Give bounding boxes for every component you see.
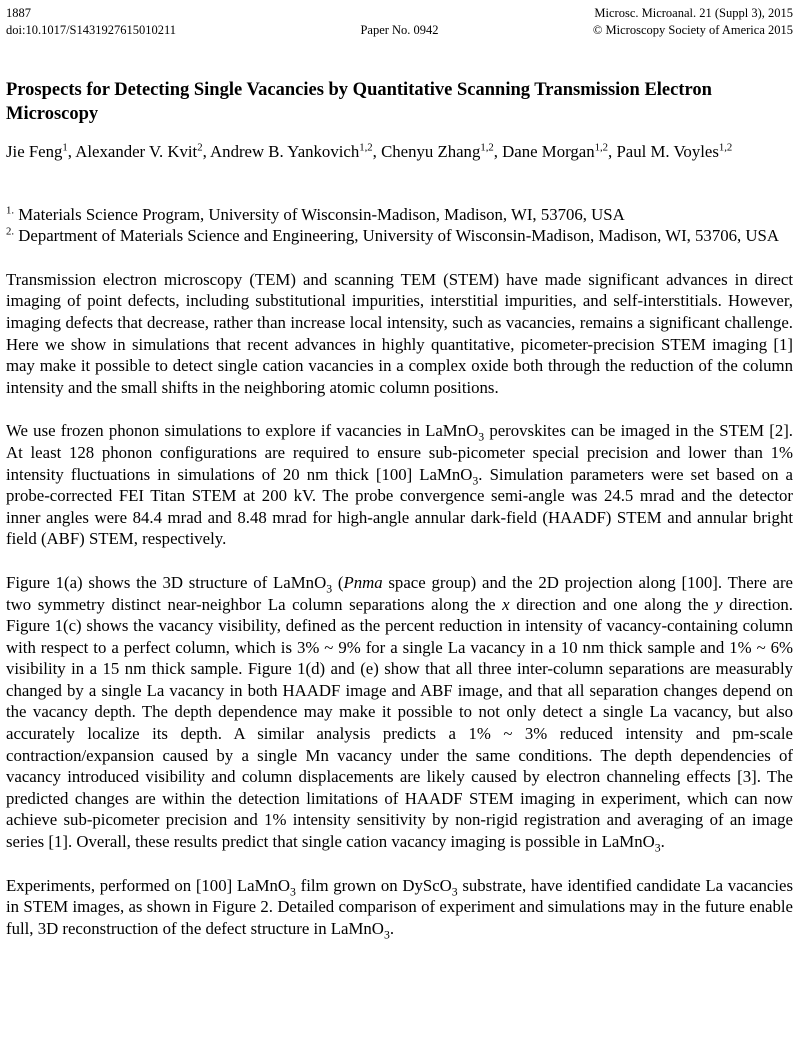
body-paragraph-3: Figure 1(a) shows the 3D structure of LaMnO$_3$ (Pnma space group) and the 2D projection along [100]. There are two symmetry distinct near-neighbor La column separations along the x direction and one along the y direction. Figure 1(c) shows the vacancy visibility, defined as the percent reduction in intensity of vacancy-containing column with respect to a perfect column, which is 3% ~ 9% for a single La vacancy in a 10 nm thick sample and 1% ~ 6% visibility in a 15 nm thick sample. Figure 1(d) and (e) show that all three inter-column separations are measurably changed by a single La vacancy in both HAADF image and ABF image, and that all separation changes depend on the vacancy depth. The depth dependence may make it possible to not only detect a single La vacancy, but also accurately localize its depth. A similar analysis predicts a 1% ~ 3% reduced intensity and pm-scale contraction/expansion caused by a single Mn vacancy under the same conditions. The depth dependencies of vacancy introduced visibility and column displacements are likely caused by electron channeling effects [3]. The predicted changes are within the detection limitations of HAADF STEM imaging in experiment, which can now achieve sub-picometer precision and 1% intensity sensitivity by non-rigid registration and averaging of an image series [1]. Overall, these results predict that single cation vacancy imaging is possible in LaMnO$_3$. [6,572,793,855]
paper-title: Prospects for Detecting Single Vacancies by Quantitative Scanning Transmission Electron Microscopy [6,80,712,124]
affiliation-item: $^{2.}$ Department of Materials Science and Engineering, University of Wisconsin-Madison, Madison, WI, 53706, USA [6,225,779,246]
body-paragraph-4: Experiments, performed on [100] LaMnO$_3$ film grown on DyScO$_3$ substrate, have identified candidate La vacancies in STEM images, as shown in Figure 2. Detailed comparison of experiment and simulations may in the future enable full, 3D reconstruction of the defect structure in LaMnO$_3$. [6,875,793,942]
authors-line: Jie Feng$^1$, Alexander V. Kvit$^2$, Andrew B. Yankovich$^{1,2}$, Chenyu Zhang$^{1,2}$, Dane Morgan$^{1,2}$, Paul M. Voyles$^{1,2}$ [6,141,733,161]
body-paragraph-2: We use frozen phonon simulations to explore if vacancies in LaMnO$_3$ perovskites can be imaged in the STEM [2]. At least 128 phonon configurations are required to ensure sub-picometer special precision and lower than 1% intensity fluctuations in simulations of 20 nm thick [100] LaMnO$_3$. Simulation parameters were set based on a probe-corrected FEI Titan STEM at 200 kV. The probe convergence semi-angle was 24.5 mrad and the detector inner angles were 84.4 mrad and 8.48 mrad for high-angle annular dark-field (HAADF) STEM and annular bright field (ABF) STEM, respectively. [6,421,793,549]
body-paragraph-1: Transmission electron microscopy (TEM) and scanning TEM (STEM) have made significant advances in direct imaging of point defects, including substitutional impurities, interstitial impurities, and self-interstitials. However, imaging defects that decrease, rather than increase local intensity, such as vacancies, remains a significant challenge. Here we show in simulations that recent advances in highly quantitative, picometer-precision STEM imaging [1] may make it possible to detect single cation vacancies in a complex oxide both through the reduction of the column intensity and the small shifts in the neighboring atomic column positions. [6,269,793,397]
copyright-notice: © Microscopy Society of America 2015 [592,23,793,37]
header-left [6,5,360,39]
doi: doi:10.1017/S1431927615010211 [6,23,177,37]
page-header [6,5,793,39]
page-number: 1887 [6,6,31,20]
affiliations-block [6,204,793,247]
journal-citation: Microsc. Microanal. 21 (Suppl 3), 2015 [594,6,793,20]
affiliation-item: $^{1.}$ Materials Science Program, University of Wisconsin-Madison, Madison, WI, 53706, USA [6,204,625,224]
header-right [439,5,793,39]
paper-number: Paper No. 0942 [360,23,439,37]
